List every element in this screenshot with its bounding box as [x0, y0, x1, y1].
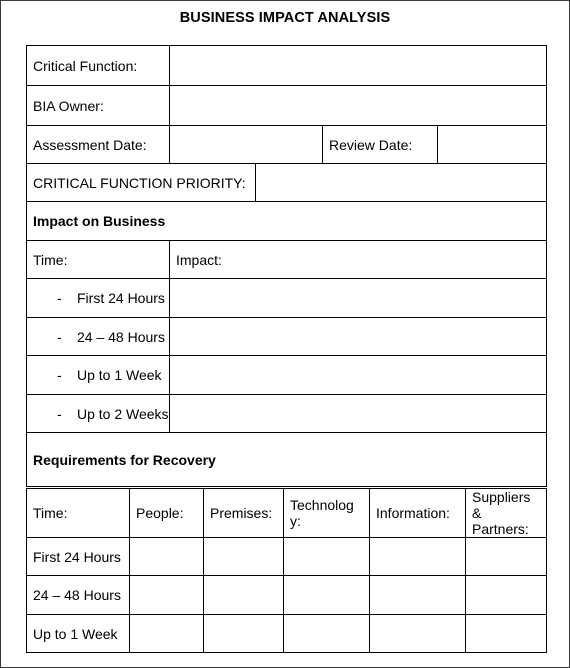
recovery-col-premises: Premises:	[204, 489, 284, 538]
bia-header-table	[26, 45, 547, 487]
recovery-cell[interactable]	[466, 538, 547, 576]
recovery-row-label: 24 – 48 Hours	[27, 576, 130, 615]
review-date-field[interactable]	[438, 126, 547, 164]
recovery-cell[interactable]	[130, 538, 204, 576]
recovery-cell[interactable]	[130, 615, 204, 653]
recovery-cell[interactable]	[204, 576, 284, 615]
recovery-row-label: First 24 Hours	[27, 538, 130, 576]
recovery-col-information: Information:	[370, 489, 466, 538]
recovery-cell[interactable]	[284, 576, 370, 615]
recovery-col-technology: Technolog y:	[284, 489, 370, 538]
impact-field-first-24[interactable]	[170, 279, 547, 318]
recovery-cell[interactable]	[284, 615, 370, 653]
bia-owner-field[interactable]	[170, 86, 547, 126]
list-dash: -	[57, 367, 62, 383]
period-label: First 24 Hours	[77, 290, 165, 306]
recovery-cell[interactable]	[284, 538, 370, 576]
period-up-to-2-weeks	[27, 395, 170, 433]
period-up-to-1-week	[27, 356, 170, 395]
recovery-row-label: Up to 1 Week	[27, 615, 130, 653]
recovery-cell[interactable]	[466, 576, 547, 615]
recovery-section-heading: Requirements for Recovery	[27, 433, 547, 487]
impact-field-1-week[interactable]	[170, 356, 547, 395]
critical-function-label: Critical Function:	[27, 46, 170, 86]
critical-function-field[interactable]	[170, 46, 547, 86]
assessment-date-field[interactable]	[170, 126, 323, 164]
impact-field-2-weeks[interactable]	[170, 395, 547, 433]
recovery-col-time: Time:	[27, 489, 130, 538]
list-dash: -	[57, 290, 62, 306]
recovery-cell[interactable]	[370, 576, 466, 615]
recovery-cell[interactable]	[466, 615, 547, 653]
table-row	[27, 615, 547, 653]
list-dash: -	[57, 328, 62, 345]
recovery-cell[interactable]	[204, 615, 284, 653]
bia-owner-label: BIA Owner:	[27, 86, 170, 126]
recovery-cell[interactable]	[370, 615, 466, 653]
review-date-label: Review Date:	[323, 126, 438, 164]
impact-label: Impact:	[170, 241, 547, 279]
period-label: Up to 1 Week	[77, 367, 162, 383]
table-row	[27, 538, 547, 576]
recovery-col-people: People:	[130, 489, 204, 538]
impact-field-24-48[interactable]	[170, 318, 547, 356]
table-row	[27, 576, 547, 615]
document-title: BUSINESS IMPACT ANALYSIS	[179, 10, 391, 26]
recovery-col-suppliers: Suppliers & Partners:	[466, 489, 547, 538]
period-label: Up to 2 Weeks	[77, 405, 169, 422]
period-24-48	[27, 318, 170, 356]
recovery-table	[26, 488, 547, 653]
list-dash: -	[57, 405, 62, 422]
impact-section-heading: Impact on Business	[27, 202, 547, 241]
impact-time-label: Time:	[27, 241, 170, 279]
priority-label: CRITICAL FUNCTION PRIORITY:	[27, 164, 256, 202]
recovery-cell[interactable]	[130, 576, 204, 615]
recovery-cell[interactable]	[204, 538, 284, 576]
recovery-cell[interactable]	[370, 538, 466, 576]
assessment-date-label: Assessment Date:	[27, 126, 170, 164]
priority-field[interactable]	[256, 164, 547, 202]
period-label: 24 – 48 Hours	[77, 328, 165, 345]
period-first-24	[27, 279, 170, 318]
